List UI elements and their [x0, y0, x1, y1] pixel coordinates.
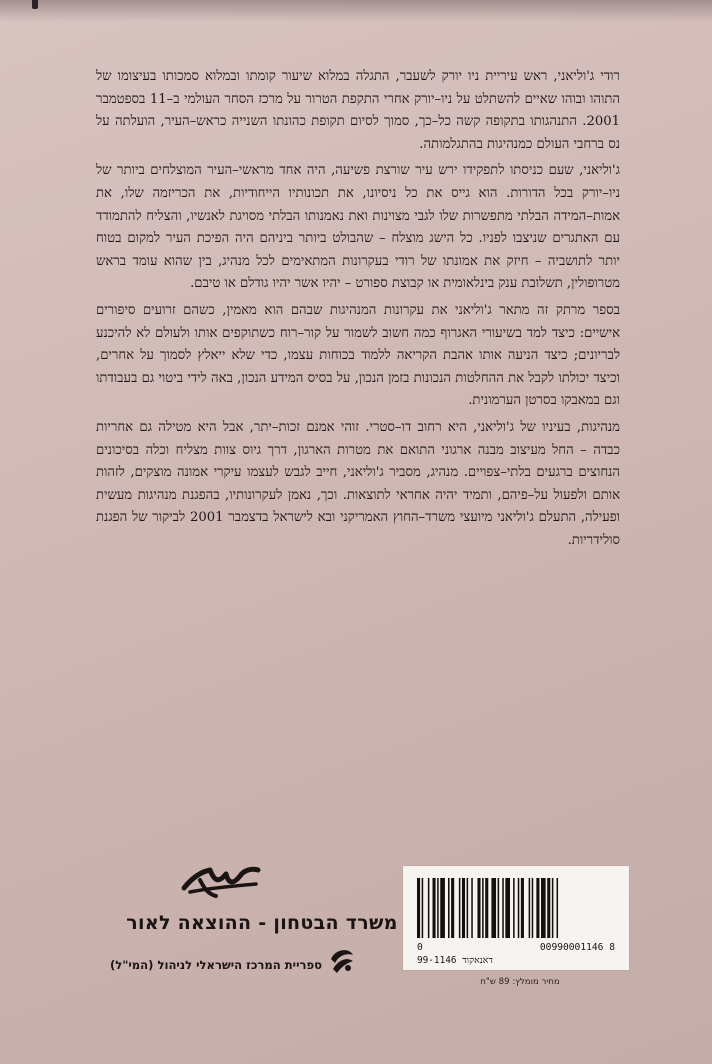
maarachot-logo: [170, 858, 270, 904]
top-mark: [32, 0, 38, 9]
barcode-bar: [462, 878, 465, 938]
barcode-bar: [521, 878, 524, 938]
barcode-bar: [536, 878, 539, 938]
blurb-text: [96, 66, 620, 556]
barcode-bar: [448, 878, 450, 938]
barcode-bar: [477, 878, 480, 938]
barcode-bar: [459, 878, 461, 938]
barcode-digit-left: 0: [417, 942, 423, 953]
barcode-bar: [541, 878, 546, 938]
barcode-bar: [467, 878, 469, 938]
barcode-bar: [547, 878, 550, 938]
price-label: מחיר מומלץ: 89 ש"ח: [480, 977, 560, 987]
barcode: [417, 878, 615, 938]
barcode-bar: [440, 878, 445, 938]
blurb-paragraph-3: בספר מרתק זה מתאר ג'וליאני את עקרונות המנהיגות שבהם הוא מאמין, כשהם זרועים סיפורים אישיים: כיצד למד בשיעורי האגרוף כמה חשוב לשמור על קור–רוח כשתוקפים אותו ולעולם לא להיכנע לבריונים; כיצד הניעה אותו אהבת הקריאה ללמוד בכוחות עצמו, כדי שלא ייאלץ לסמוך על אחרים, וכיצד יכולתו לקבל את ההחלטות הנכונות בזמן הנכון, על בסיס המידע הנכון, באה לידי ביטוי גם בעבודתו וגם במאבקו בסרטן הערמונית.: [96, 302, 620, 409]
series-name: ספריית המרכז הישראלי לניהול (המי"ל): [110, 958, 322, 972]
top-shadow: [0, 0, 712, 22]
barcode-bar: [451, 878, 454, 938]
barcode-bar: [498, 878, 500, 938]
mil-logo-icon: [327, 945, 357, 975]
barcode-bar: [532, 878, 534, 938]
blurb-paragraph-4: מנהיגות, בעיניו של ג'וליאני, היא רחוב דו–סטרי. זוהי אמנם זכות–יתר, אבל היא מטילה גם אחריות כבדה – החל מעיצוב מבנה ארגוני התואם את מטרות הארגון, דרך גיוס צוות מצליח וכלה בסיכונים הנחוצים ברגעים בלתי–צפויים. מנהיג, מסביר ג'וליאני, חייב לגבש לעצמו עיקרי אמונה מוצקים, לזהות אותם ולפעול על–פיהם, ותמיד יהיה אחראי לתוצאות. וכך, נאמן לעקרונותיו, בהפגנת מנהיגות מעשית ופעילה, התעלם ג'וליאני מיועצי משרד–החוץ האמריקני ובא לישראל בדצמבר 2001 לביקור של הפגנת סולידריות.: [96, 419, 621, 548]
barcode-bar: [502, 878, 504, 938]
barcode-bar: [428, 878, 430, 938]
barcode-bar: [505, 878, 510, 938]
barcode-label: [403, 866, 629, 970]
barcode-bar: [557, 878, 559, 938]
barcode-bar: [471, 878, 473, 938]
barcode-bar: [417, 878, 420, 938]
barcode-digits: [417, 942, 615, 953]
barcode-bar: [433, 878, 436, 938]
blurb-paragraph-2: ג'וליאני, שעם כניסתו לתפקידו ירש עיר שורצת פשיעה, היה אחד מראשי–העיר המוצלחים ביותר של ניו–יורק בכל הדורות. הוא גייס את כל ניסיונו, את תכונותיו הייחודיות, את הכריזמה שלו, את אמות–המידה הבלתי מתפשרות שלו לגבי מצוינות ואת נאמנותו הבלתי מסויגת לאנשיו, והצליח להתמודד עם האתגרים שניצבו לפניו. כל הישג מוצלח – שהבולט ביותר ביניהם היה הפיכת העיר למקום בטוח יותר לתושביה – חיזק את אמונתו של רודי בעקרונות המתאימים לכל מנהיג, בין שהוא עומד בראש מטרופולין, תשלובת ענק בינלאומית או קבוצת ספורט – יהיו אשר יהיו גודלם או טיבם.: [96, 163, 620, 292]
barcode-bar: [485, 878, 488, 938]
barcode-bar: [482, 878, 484, 938]
series-line: [92, 945, 392, 977]
blurb-paragraph-1: רודי ג'וליאני, ראש עיריית ניו יורק לשעבר, התגלה במלוא שיעור קומתו ובמלוא סמכותו בעיצומו של התוהו ובוהו שאיים להשתלט על ניו–יורק אחרי התקפת הטרור על מרכז הסחר העולמי ב–11 בספטמבר 2001. התנהגותו בתקופה קשה כל–כך, סמוך לסיום תקופת כהונתו השנייה כראש–העיר, הועלתה על נס ברחבי העולם כמנהיגות בהתגלמותה.: [96, 69, 620, 152]
barcode-catalog: 99-1146 דאנאקוד: [417, 955, 493, 966]
barcode-bar: [422, 878, 424, 938]
publisher-name: משרד הבטחון - ההוצאה לאור: [126, 912, 398, 934]
barcode-bar: [513, 878, 515, 938]
barcode-bar: [437, 878, 439, 938]
barcode-digit-right: 00990001146 8: [539, 942, 615, 953]
barcode-bar: [552, 878, 554, 938]
barcode-bar: [491, 878, 496, 938]
barcode-bar: [529, 878, 531, 938]
barcode-bar: [518, 878, 520, 938]
